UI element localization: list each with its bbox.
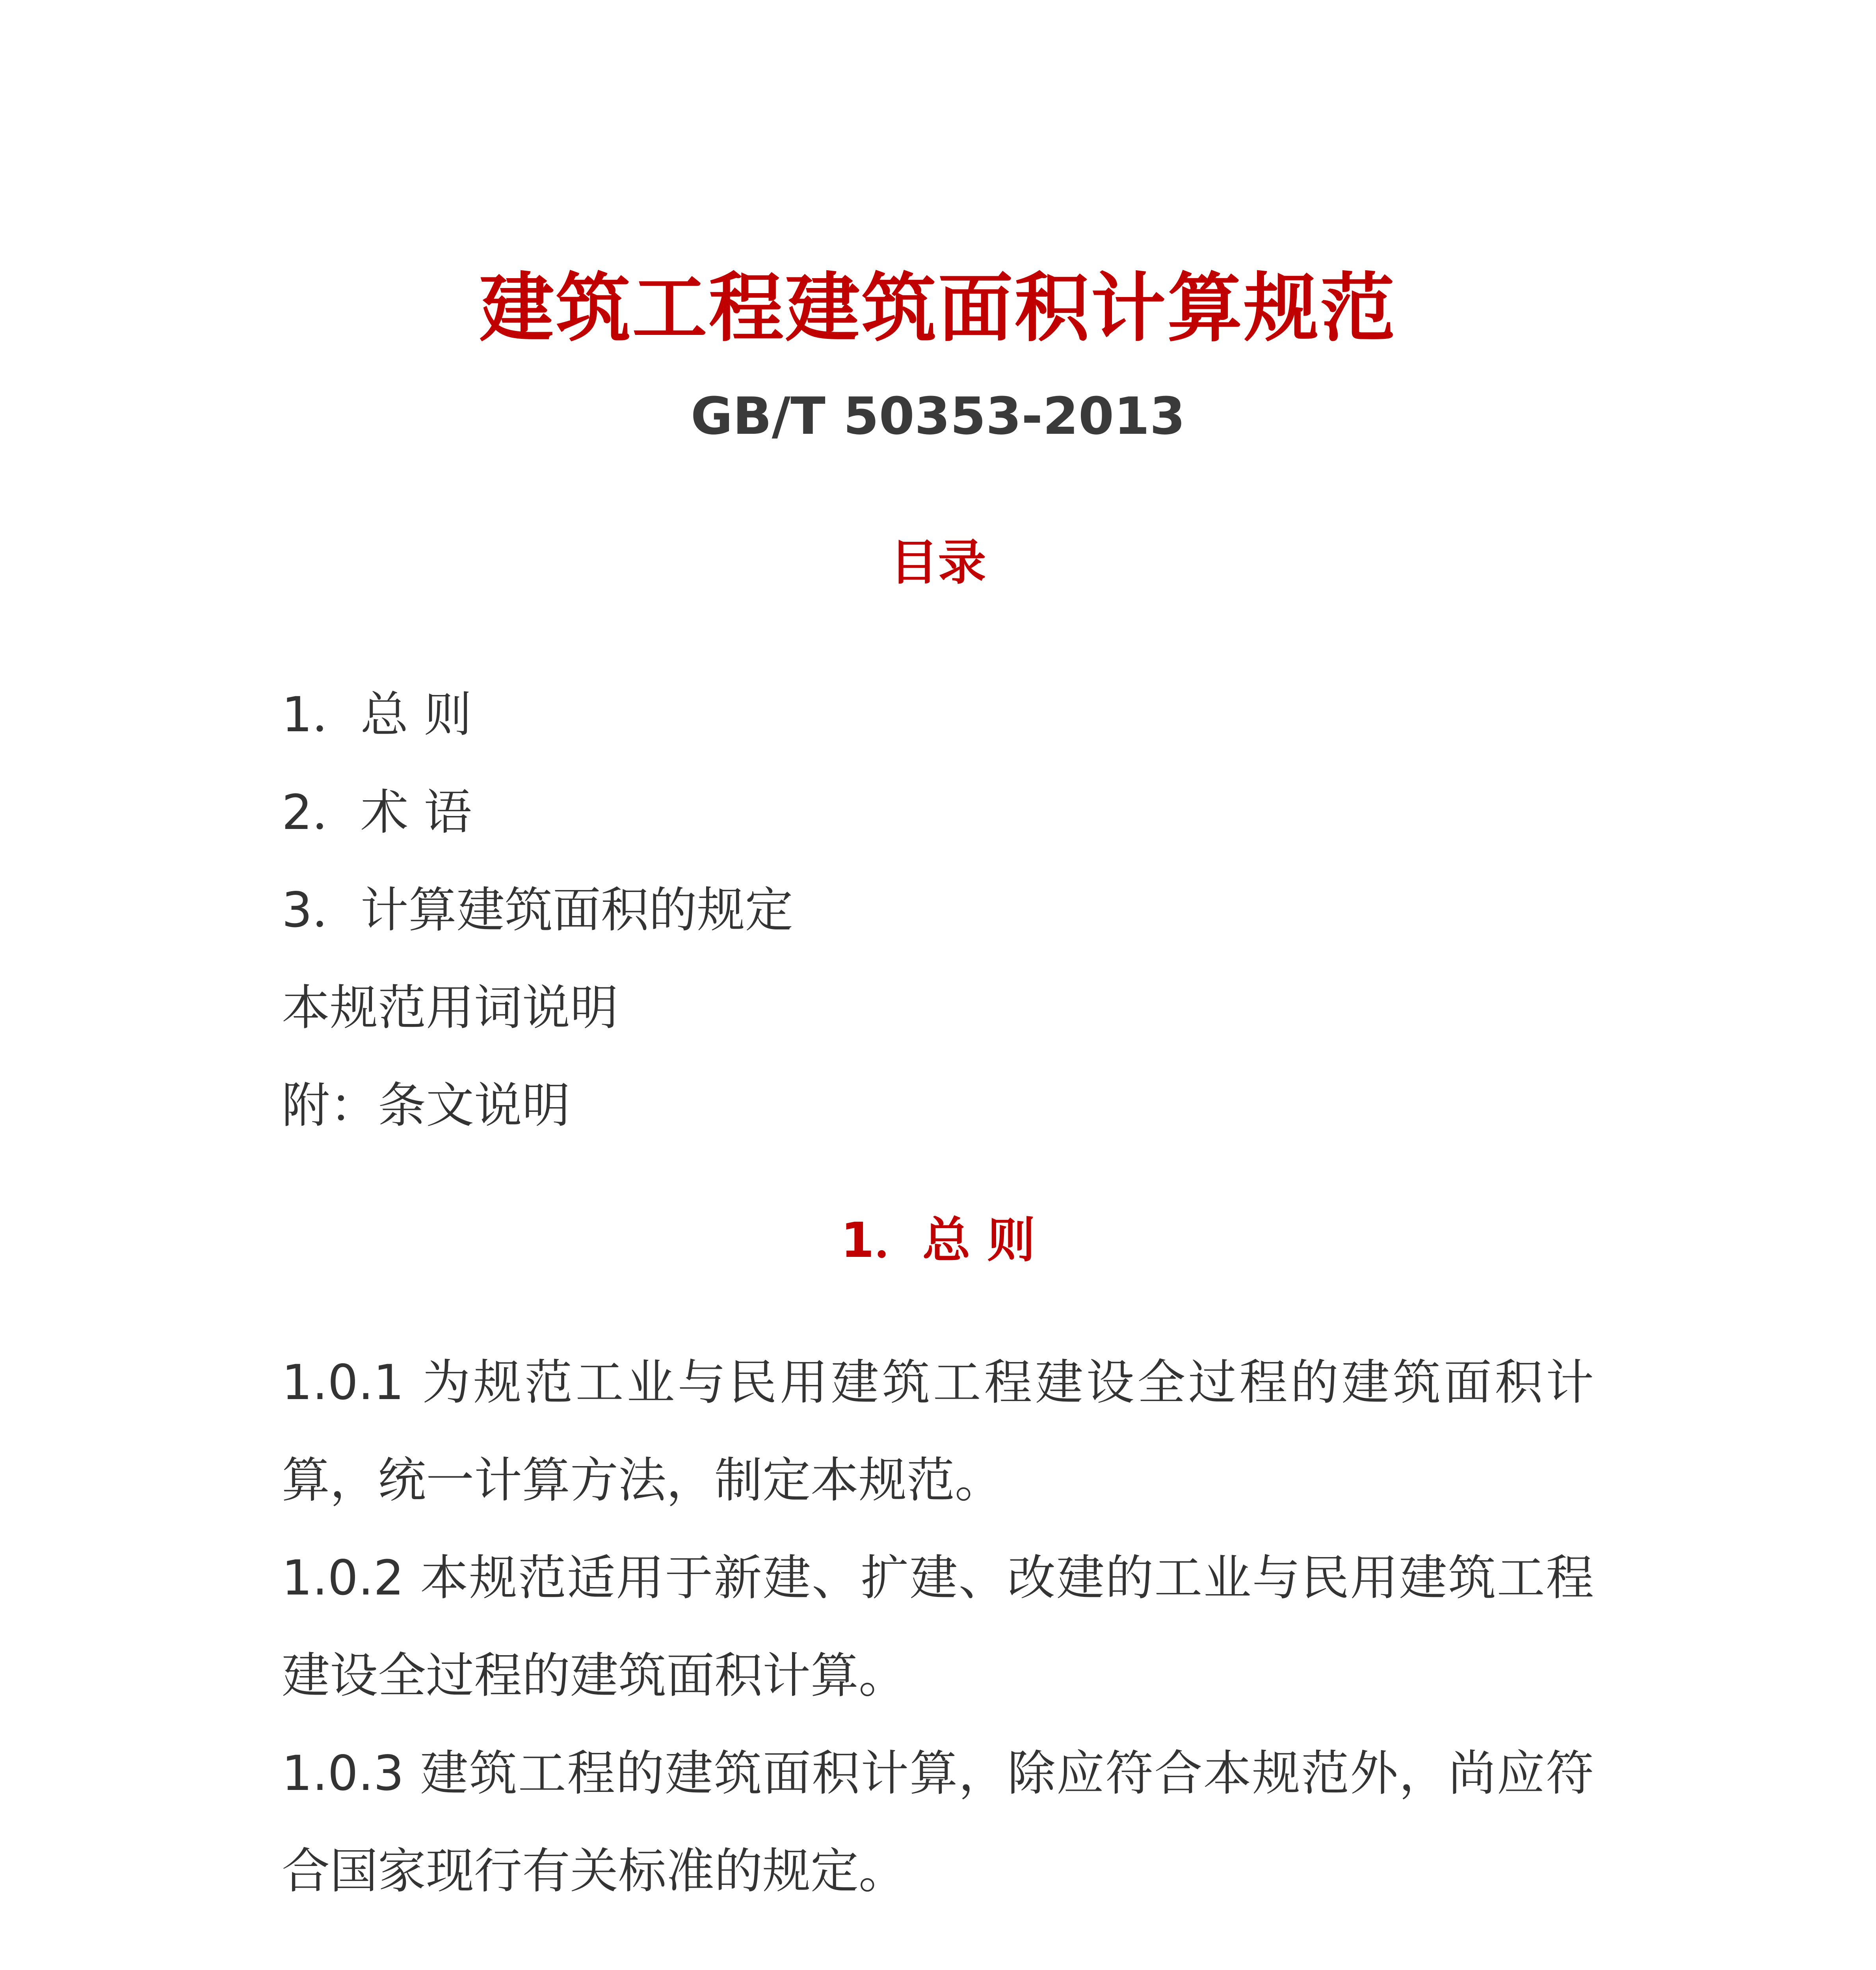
toc-item-rules: 3．计算建筑面积的规定 [282,882,793,938]
toc-item-appendix: 附：条文说明 [282,1078,570,1134]
document-title: 建筑工程建筑面积计算规范 [479,265,1397,352]
table-of-contents [282,666,793,1154]
toc-item-wording: 本规范用词说明 [282,980,618,1036]
standard-code: GB/T 50353-2013 [690,386,1186,446]
clause-1-0-2: 1.0.2 本规范适用于新建、扩建、改建的工业与民用建筑工程建设全过程的建筑面积计算。 [282,1550,1594,1704]
toc-item-terms: 2．术 语 [282,784,472,840]
clause-1-0-1: 1.0.1 为规范工业与民用建筑工程建设全过程的建筑面积计算，统一计算方法，制定本规范。 [282,1355,1594,1508]
clause-1-0-3: 1.0.3 建筑工程的建筑面积计算，除应符合本规范外，尚应符合国家现行有关标准的规定。 [282,1745,1594,1899]
section-body-general [282,1334,1594,1920]
toc-heading: 目录 [890,535,986,591]
section-heading-general: 1．总 则 [840,1212,1036,1268]
toc-item-general: 1．总 则 [282,687,472,743]
